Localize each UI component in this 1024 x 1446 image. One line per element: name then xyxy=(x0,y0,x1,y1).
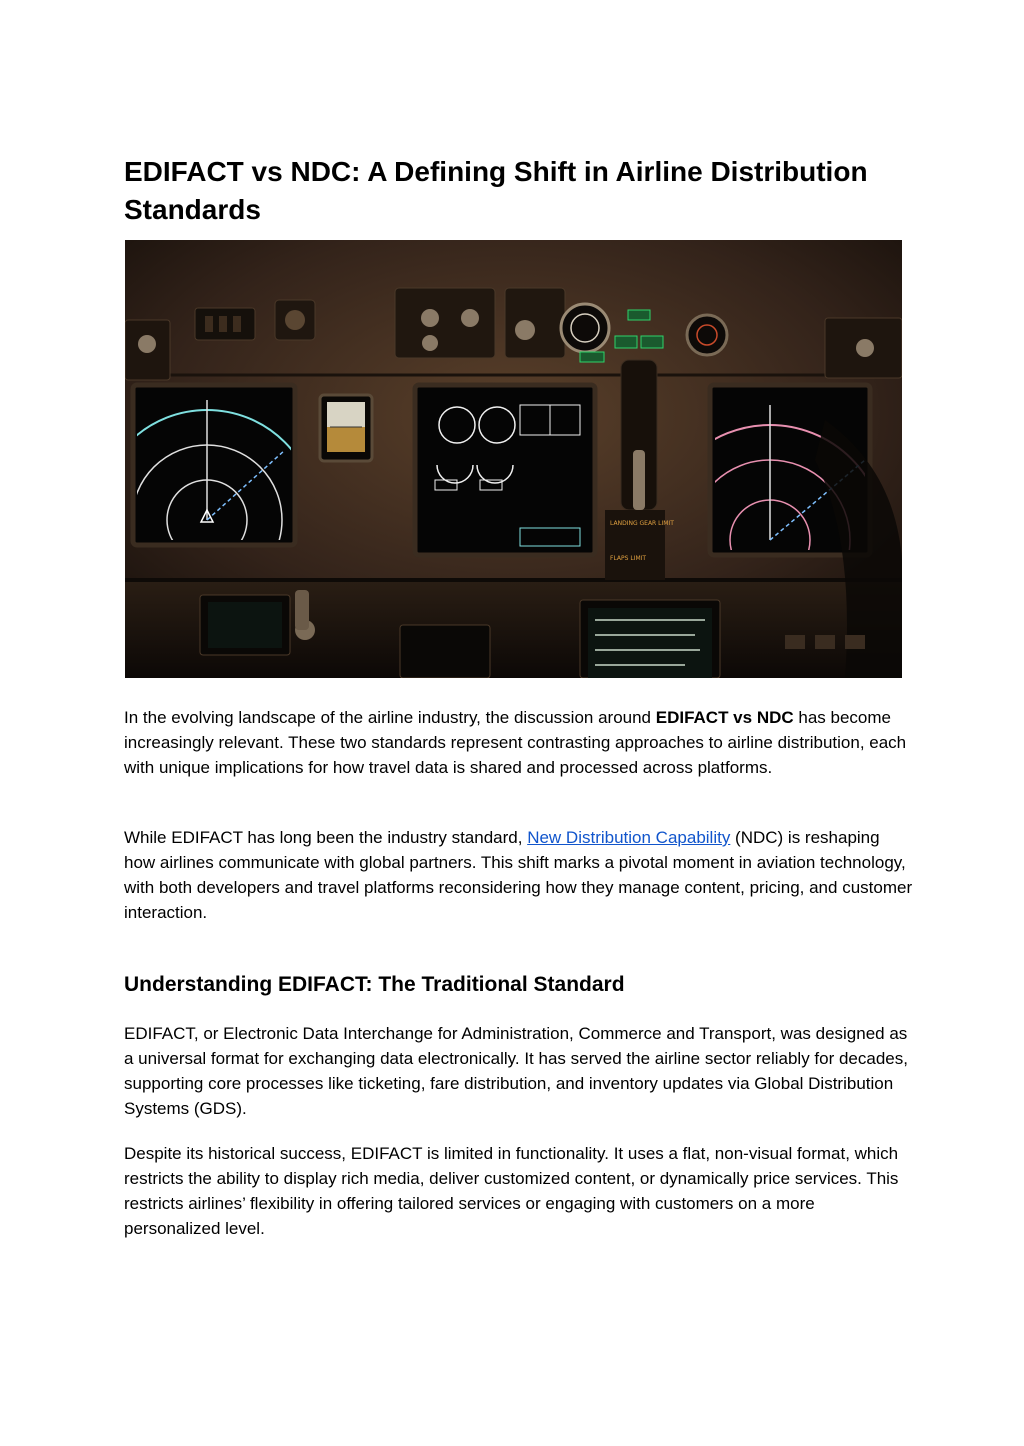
article-title: EDIFACT vs NDC: A Defining Shift in Airline Distribution Standards xyxy=(124,156,868,225)
edifact-paragraph-2: Despite its historical success, EDIFACT is limited in functionality. It uses a flat, non-visual format, which restricts the ability to display rich media, deliver customized content, or dynamically price services. This restricts airlines’ flexibility in offering tailored services or engaging with customers on a more personalized level. xyxy=(124,1144,899,1238)
intro-p2-text-end: (NDC) is reshaping how airlines communicate with global partners. This shift marks a pivotal moment in aviation technology, with both developers and travel platforms reconsidering how they manage content, pricing, and customer interaction. xyxy=(124,828,913,922)
intro-p1-bold-term: EDIFACT vs NDC xyxy=(655,708,794,727)
intro-paragraph-1 xyxy=(124,705,914,780)
intro-paragraph-2 xyxy=(124,825,914,925)
standby-instrument xyxy=(320,395,372,461)
landing-gear-limit-label: LANDING GEAR LIMIT xyxy=(610,520,674,527)
flaps-limit-label: FLAPS LIMIT xyxy=(610,555,647,562)
intro-p1-text-start: In the evolving landscape of the airline industry, the discussion around xyxy=(124,708,656,727)
intro-p2-text-start: While EDIFACT has long been the industry standard, xyxy=(124,828,528,847)
ndc-link[interactable]: New Distribution Capability xyxy=(527,828,731,847)
intro-p1-text-end: has become increasingly relevant. These two standards represent contrasting approaches to airline distribution, each with unique implications for how travel data is shared and processed across platforms. xyxy=(124,708,907,777)
section-heading-edifact: Understanding EDIFACT: The Traditional Standard xyxy=(124,973,625,996)
engine-indication-display xyxy=(415,385,595,555)
edifact-paragraph-1: EDIFACT, or Electronic Data Interchange for Administration, Commerce and Transport, was designed as a universal format for exchanging data electronically. It has served the airline sector reliably for decades, supporting core processes like ticketing, fare distribution, and inventory updates via Global Distribution Systems (GDS). xyxy=(124,1024,908,1118)
cockpit-photo xyxy=(125,240,902,678)
